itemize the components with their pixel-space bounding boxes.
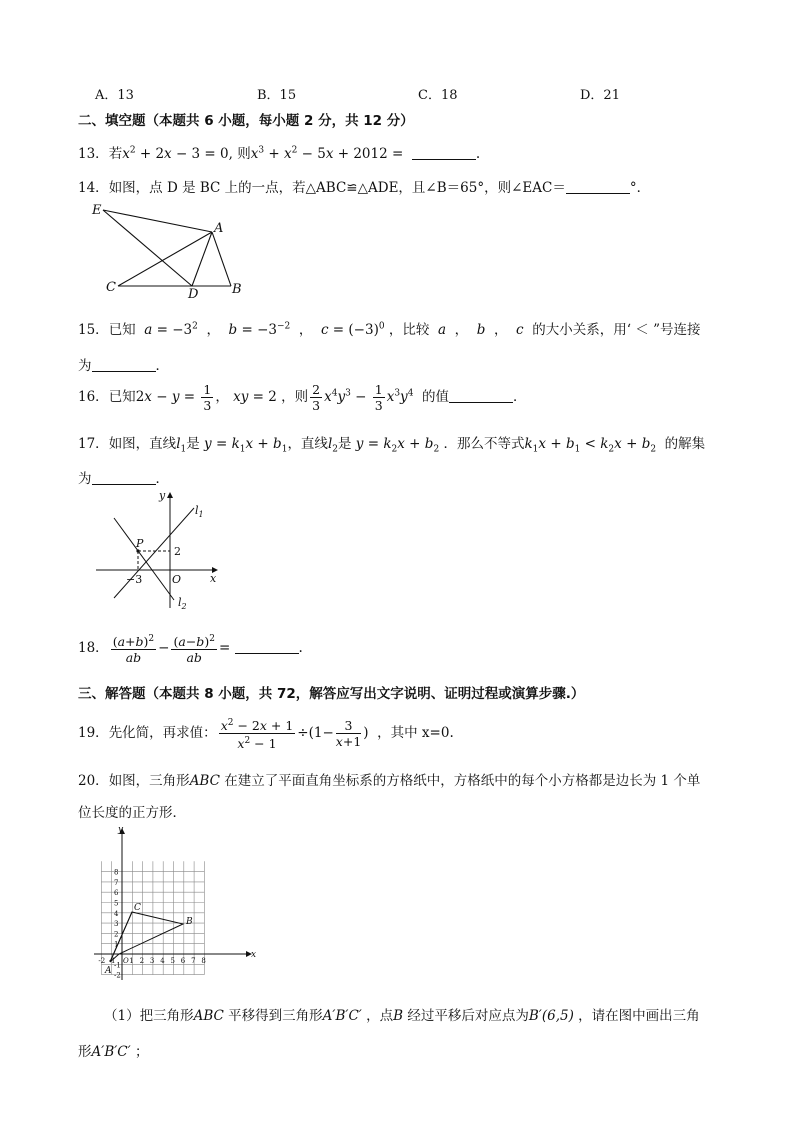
q20-1-line2: 形	[78, 1044, 92, 1060]
label-e: E	[92, 203, 102, 218]
choice-a: A．13	[95, 88, 134, 103]
q16-lead: 已知	[108, 389, 136, 405]
grid-y-tick: -1	[114, 961, 121, 970]
q13-blank[interactable]	[412, 146, 476, 160]
q15-lead: 已知	[108, 322, 136, 338]
section2-title: 二、填空题（本题共 6 小题，每小题 2 分，共 12 分）	[78, 113, 414, 129]
q20-1-b: B	[393, 1008, 404, 1024]
q17-is1: 是	[186, 436, 200, 452]
q20-1-end: ；	[135, 1044, 149, 1060]
graph-origin: O	[172, 573, 182, 586]
q14-text: 如图，点 D 是 BC 上的一点，若△ABC≌△ADE，且∠B＝65°，则∠EAC＝	[108, 180, 566, 196]
grid-point-b: B	[186, 917, 193, 927]
q19-text: 先化简，再求值：	[108, 725, 217, 742]
q13-num: 13．	[78, 146, 109, 162]
q20-1-mid2: ，点	[366, 1008, 394, 1024]
q13-mid: , 则	[228, 146, 251, 162]
grid-x-tick: 1	[129, 957, 134, 965]
q17-blank[interactable]	[92, 471, 156, 485]
q14-blank[interactable]	[566, 180, 630, 194]
question-19: 19．先化简，再求值： $\frac{x^2 - 2x + 1}{x^2 - 1}$ ÷(1− $\frac{3}{x+1}$ ) ，其中 x=0.	[78, 718, 454, 752]
q17-end: ．	[155, 471, 169, 487]
question-17-line2	[78, 467, 169, 487]
grid-x-tick: 6	[180, 957, 186, 965]
grid-y-label: y	[118, 825, 124, 835]
q20-abc: ABC	[189, 773, 220, 789]
q16-tail: 的值	[422, 389, 450, 405]
q18-num: 18．	[78, 640, 109, 657]
q17-lead: 如图，直线	[108, 436, 177, 452]
question-20	[78, 769, 700, 789]
q14-num: 14．	[78, 180, 109, 196]
grid-y-tick: -2	[114, 971, 121, 980]
question-17: 17．如图，直线$l_1$是 $y = k_1x + b_1$，直线$l_2$是 $y = k_2x + b_2$ ．那么不等式$k_1x + b_1 < k_2x + b_2$ 的解集	[78, 436, 706, 455]
q16-end: ．	[513, 389, 527, 405]
question-14	[78, 176, 650, 196]
q16-blank[interactable]	[449, 389, 513, 403]
q17-line2: 为	[78, 471, 92, 487]
grid-x-tick: 3	[149, 957, 155, 965]
question-20-line2: 位长度的正方形．	[78, 805, 186, 821]
q15-end: ．	[155, 358, 169, 374]
q18-end: .	[298, 640, 303, 657]
grid-y-tick: 2	[114, 930, 119, 939]
graph-tick-neg3: −3	[126, 573, 143, 586]
grid-x-label: x	[251, 950, 257, 960]
grid-x-tick: 4	[160, 957, 165, 965]
grid-x-tick: 8	[201, 957, 206, 965]
grid-y-tick: 8	[114, 868, 119, 877]
graph-l1: $l_1$	[195, 504, 204, 519]
grid-point-c: C	[134, 903, 141, 913]
q20-1-abc2: A′B′C′	[322, 1008, 362, 1024]
q17-mid: ，直线	[287, 436, 328, 452]
q13-tail: .	[475, 146, 481, 162]
choice-c: C．18	[418, 88, 458, 103]
q18-blank[interactable]	[235, 640, 299, 654]
question-15: 15．已知 $a = -3^2$ ， $b = -3^{-2}$ ， $c = (-3)^0$ ，比较 a ， b ， c 的大小关系，用‘ ＜ ”号连接	[78, 321, 701, 338]
label-d: D	[188, 287, 199, 302]
grid-y-tick: 3	[114, 920, 119, 929]
q17-graph	[92, 488, 227, 616]
choice-b: B．15	[257, 88, 297, 103]
question-18: 18． $\frac{(a+b)^2}{ab}$ − $\frac{(a-b)^2}{ab}$ = .	[78, 634, 303, 666]
q17-num: 17．	[78, 436, 109, 452]
label-b: B	[232, 282, 242, 297]
grid-y-tick: 6	[114, 889, 119, 898]
grid-point-a: A	[105, 966, 112, 976]
q20-num: 20．	[78, 773, 109, 789]
q17-tail: 的解集	[664, 436, 706, 452]
q20-1-abc3: A′B′C′	[91, 1044, 131, 1060]
grid-x-tick: 5	[170, 957, 175, 965]
grid-y-tick: 7	[114, 878, 119, 887]
q15-line2: 为	[78, 358, 92, 374]
question-20-1	[104, 1004, 700, 1024]
grid-y-tick: 1	[114, 940, 119, 949]
q14-figure	[88, 198, 258, 302]
grid-origin: O	[123, 957, 129, 965]
grid-x-tick: 2	[139, 957, 145, 965]
grid-x-tick: -1	[108, 957, 116, 965]
q20-1-abc: ABC	[193, 1008, 224, 1024]
q20-1-tail: ，请在图中画出三角	[578, 1008, 700, 1024]
q17-mid2: ．那么不等式	[443, 436, 525, 452]
q15-mid: ，比较	[388, 322, 430, 338]
question-13: 13．若$x^2 + 2x - 3 = 0$, 则$x^3 + x^2 - 5x + 2012$ = .	[78, 145, 481, 162]
grid-x-tick: -2	[98, 957, 106, 965]
graph-y-label: y	[159, 489, 166, 502]
grid-y-tick: 5	[114, 899, 119, 908]
graph-point-p: P	[136, 537, 144, 550]
q16-mid: ，则	[281, 389, 309, 405]
q20-1-pt: B′(6,5)	[528, 1008, 574, 1024]
q19-num: 19．	[78, 725, 109, 742]
q20-1-mid: 平移得到三角形	[228, 1008, 323, 1024]
q19-tail: ，其中 x=0.	[377, 725, 454, 742]
grid-y-tick: 4	[114, 909, 119, 918]
q15-num: 15．	[78, 322, 109, 338]
q20-text1: 如图，三角形	[108, 773, 190, 789]
q13-lead: 若	[108, 146, 123, 162]
question-20-1-line2	[78, 1040, 149, 1060]
q16-num: 16．	[78, 389, 109, 405]
q17-is2: 是	[338, 436, 352, 452]
question-16: 16．已知2x − y = $\frac{1}{3}$ ， xy = 2 ，则 $\frac{2}{3}$ $x^4y^3$ − $\frac{1}{3}$ $x^3y^4$ 的值 ．	[78, 382, 527, 413]
graph-tick-2: 2	[174, 545, 181, 558]
graph-l2: $l_2$	[178, 596, 187, 611]
section3-title: 三、解答题（本题共 8 小题，共 72，解答应写出文字说明、证明过程或演算步骤.）	[78, 686, 585, 702]
q15-tail: 的大小关系，用‘ ＜ ”号连接	[532, 322, 701, 338]
q14-unit: °．	[629, 180, 651, 196]
grid-x-tick: 7	[191, 957, 196, 965]
label-c: C	[106, 280, 116, 295]
choice-d: D．21	[580, 88, 620, 103]
q20-1-num: （1）把三角形	[104, 1008, 194, 1024]
q20-text2: 在建立了平面直角坐标系的方格纸中，方格纸中的每个小方格都是边长为 1 个单	[224, 773, 701, 789]
graph-x-label: x	[210, 572, 217, 585]
q20-1-mid3: 经过平移后对应点为	[407, 1008, 529, 1024]
label-a: A	[214, 221, 224, 236]
q15-blank[interactable]	[92, 358, 156, 372]
question-15-line2	[78, 354, 169, 374]
q20-grid	[88, 824, 260, 986]
